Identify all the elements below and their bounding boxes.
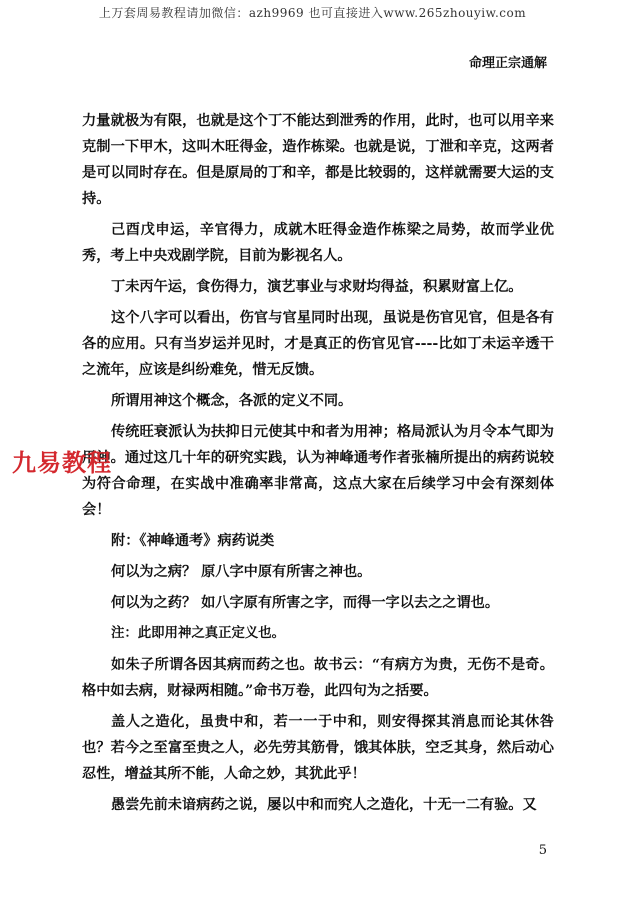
paragraph: 所谓用神这个概念，各派的定义不同。 — [111, 393, 353, 409]
paragraph: 己酉戊申运，辛官得力，成就木旺得金造作栋梁之局势，故而学业优秀，考上中央戏剧学院，目前为影视名人。 — [82, 222, 554, 264]
appendix-heading: 附：《神峰通考》病药说类 — [111, 533, 275, 549]
paragraph: 丁未丙午运，食伤得力，演艺事业与求财均得益，积累财富上亿。 — [111, 279, 523, 295]
paragraph: 愚尝先前未谙病药之说，屡以中和而究人之造化，十无一二有验。又 — [111, 797, 537, 813]
paragraph: 如朱子所谓各因其病而药之也。故书云：“有病方为贵，无伤不是奇。格中如去病，财禄两相随。”命书万卷，此四句为之括要。 — [82, 657, 554, 699]
paragraph: 盖人之造化，虽贵中和，若一一于中和，则安得探其消息而论其休咎也？若今之至富至贵之人，必先劳其筋骨，饿其体肤，空乏其身，然后动心忍性，增益其所不能，人命之妙，其犹此乎！ — [82, 714, 554, 782]
note-paragraph: 注：此即用神之真正定义也。 — [111, 626, 286, 641]
question-paragraph: 何以为之病？ 原八字中原有所害之神也。 — [111, 564, 372, 580]
running-title: 命理正宗通解 — [468, 56, 547, 71]
paragraph: 这个八字可以看出，伤官与官星同时出现，虽说是伤官见官，但是各有各的应用。只有当岁运并见时，才是真正的伤官见官----比如丁未运辛透干之流年，应该是纠纷难免，惜无反馈。 — [82, 310, 554, 378]
top-banner-text: 上万套周易教程请加微信：azh9969 也可直接进入www.265zhouyiw.com — [98, 6, 527, 20]
question-paragraph: 何以为之药？ 如八字原有所害之字，而得一字以去之之谓也。 — [111, 595, 500, 611]
page-number: 5 — [538, 843, 547, 858]
paragraph: 传统旺衰派认为扶抑日元使其中和者为用神；格局派认为月令本气即为用神。通过这几十年的研究实践，认为神峰通考作者张楠所提出的病药说较为符合命理，在实战中准确率非常高，这点大家在后续学习中会有深刻体会！ — [82, 424, 554, 518]
watermark-logo: 九易教程 — [12, 449, 112, 477]
page-body — [82, 108, 554, 823]
paragraph-continuation: 力量就极为有限，也就是这个丁不能达到泄秀的作用，此时，也可以用辛来克制一下甲木，这叫木旺得金，造作栋梁。也就是说，丁泄和辛克，这两者是可以同时存在。但是原局的丁和辛，都是比较弱的，这样就需要大运的支持。 — [82, 113, 554, 207]
